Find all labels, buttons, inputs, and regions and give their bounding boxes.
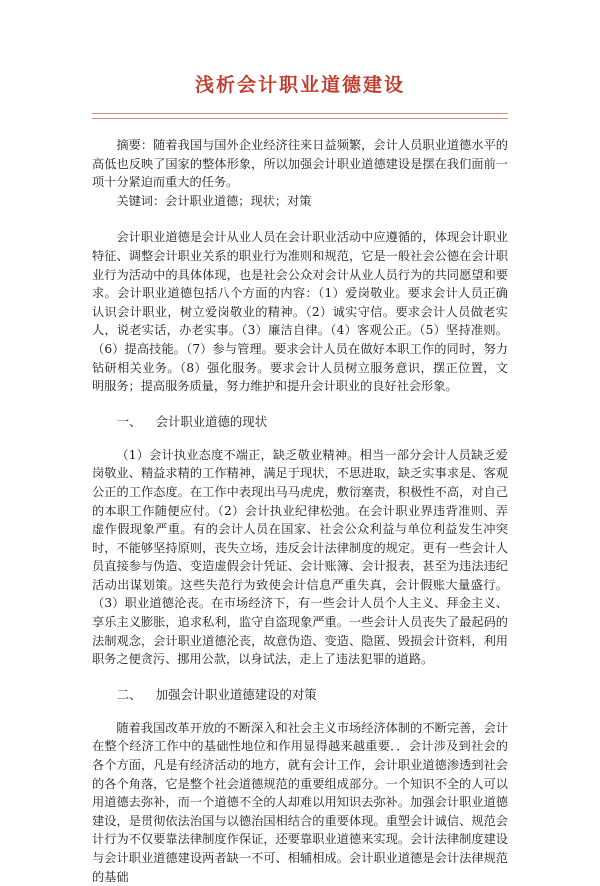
intro-paragraph: 会计职业道德是会计从业人员在会计职业活动中应遵循的，体现会计职业特征、调整会计职业关系的职业行为准则和规范，它是一般社会公德在会计职业行为活动中的具体体现，也是社会公众对会计从业人员行为的共同愿望和要求。会计职业道德包括八个方面的内容：（1）爱岗敬业。要求会计人员正确认识会计职业，树立爱岗敬业的精神。（2）诚实守信。要求会计人员做老实人，说老实话，办老实事。（3）廉洁自律。（4）客观公正。（5）坚持准则。（6）提高技能。（7）参与管理。要求会计人员在做好本职工作的同时，努力钻研相关业务。（8）强化服务。要求会计人员树立服务意识，摆正位置，文明服务；提高服务质量，努力维护和提升会计职业的良好社会形象。 <box>92 230 508 394</box>
section-heading-current-state <box>92 412 508 430</box>
section-title: 会计职业道德的现状 <box>155 413 268 429</box>
title-divider <box>92 113 508 119</box>
countermeasures-paragraph: 随着我国改革开放的不断深入和社会主义市场经济体制的不断完善，会计在整个经济工作中的基础性地位和作用显得越来越重要．．会计涉及到社会的各个方面，凡是有经济活动的地方，就有会计工作，会计职业道德渗透到社会的各个角落，它是整个社会道德规范的重要组成部分。一个知识不全的人可以用道德去弥补，而一个道德不全的人却难以用知识去弥补。加强会计职业道德建设，是贯彻依法治国与以德治国相结合的重要体现。重塑会计诚信、规范会计行为不仅要靠法律制度作保证，还要靠职业道德来实现。会计法律制度建设与会计职业道德建设两者缺一不可、相辅相成。会计职业道德是会计法律规范的基础 <box>92 720 508 884</box>
section-title: 加强会计职业道德建设的对策 <box>155 686 317 702</box>
abstract-paragraph: 摘要：随着我国与国外企业经济往来日益频繁，会计人员职业道德水平的高低也反映了国家的整体形象，所以加强会计职业道德建设是摆在我们面前一项十分紧迫而重大的任务。 <box>92 138 508 190</box>
section-number: 二、 <box>116 686 142 702</box>
section-heading-countermeasures <box>92 685 508 703</box>
document-title: 浅析会计职业道德建设 <box>194 74 405 96</box>
section-number: 一、 <box>116 413 142 429</box>
document-body <box>92 128 508 886</box>
keywords-line: 关键词：会计职业道德；现状；对策 <box>116 193 312 208</box>
current-state-paragraph: （1）会计执业态度不端正，缺乏敬业精神。相当一部分会计人员缺乏爱岗敬业、精益求精的工作精神，满足于现状，不思进取，缺乏实事求是、客观公正的工作态度。在工作中表现出马马虎虎，敷衍塞责，积极性不高，对自己的本职工作随便应付。（2）会计执业纪律松弛。在会计职业界违背准则、弄虚作假现象严重。有的会计人员在国家、社会公众利益与单位利益发生冲突时，不能够坚持原则，丧失立场，违反会计法律制度的规定。更有一些会计人员直接参与伪造、变造虚假会计凭证、会计账簿、会计报表，甚至为违法违纪活动出谋划策。这些失范行为致使会计信息严重失真，会计假账大量盛行。（3）职业道德沦丧。在市场经济下，有一些会计人员个人主义、拜金主义、享乐主义膨胀，追求私利，监守自盗现象严重。一些会计人员丧失了最起码的法制观念，会计职业道德沦丧，故意伪造、变造、隐匿、毁损会计资料，利用职务之便贪污、挪用公款，以身试法，走上了违法犯罪的道路。 <box>92 447 508 667</box>
